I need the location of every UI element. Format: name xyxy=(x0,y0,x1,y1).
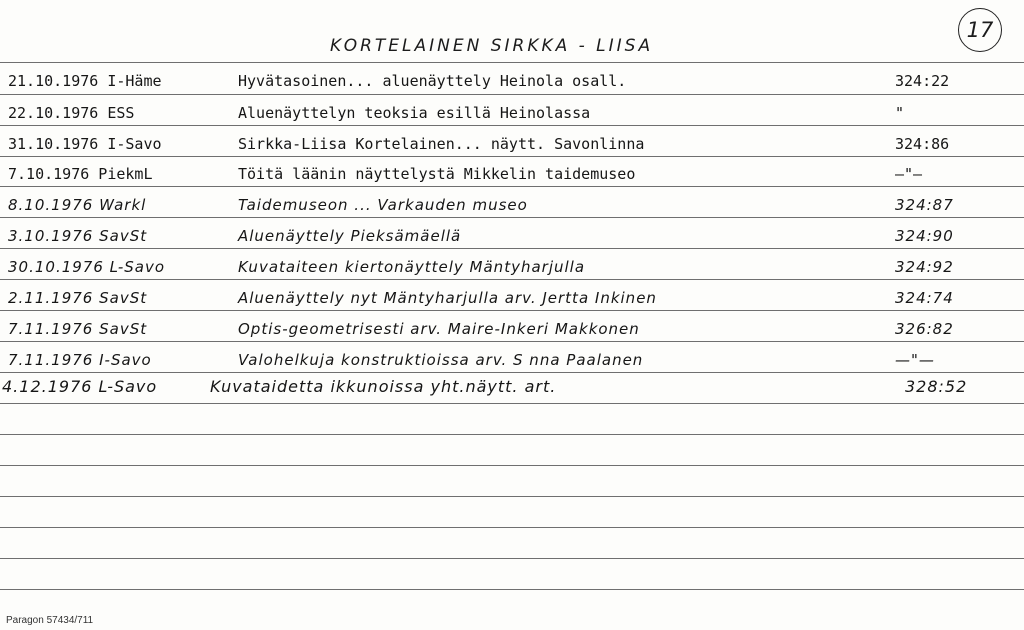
entry-date-source: 21.10.1976 I-Häme xyxy=(8,72,162,90)
page-number: 17 xyxy=(966,18,994,42)
entry-date-source: 3.10.1976 SavSt xyxy=(8,227,148,245)
ruled-line xyxy=(0,589,1024,590)
entry-text: Taidemuseon ... Varkauden museo xyxy=(238,196,528,214)
entry-date-source: 7.11.1976 SavSt xyxy=(8,320,148,338)
ruled-line xyxy=(0,434,1024,435)
card-heading-name: KORTELAINEN SIRKKA - LIISA xyxy=(330,36,654,56)
entry-reference: 324:86 xyxy=(895,135,950,153)
ruled-line xyxy=(0,527,1024,528)
entry-row xyxy=(0,310,1024,342)
entry-row xyxy=(0,279,1024,311)
entry-reference: 324:90 xyxy=(895,227,954,245)
entry-reference: 324:87 xyxy=(895,196,954,214)
entry-text: Sirkka-Liisa Kortelainen... näytt. Savonlinna xyxy=(238,135,645,153)
entry-reference: 326:82 xyxy=(895,320,954,338)
entry-text: Hyvätasoinen... aluenäyttely Heinola osall. xyxy=(238,72,627,90)
entry-reference: 324:92 xyxy=(895,258,954,276)
entry-row xyxy=(0,94,1024,126)
ruled-line xyxy=(0,465,1024,466)
ruled-line xyxy=(0,496,1024,497)
entry-text: Optis-geometrisesti arv. Maire-Inkeri Makkonen xyxy=(238,320,640,338)
entry-row xyxy=(0,368,1024,400)
entry-date-source: 8.10.1976 Warkl xyxy=(8,196,147,214)
entry-date-source: 30.10.1976 L-Savo xyxy=(8,258,166,276)
entry-row xyxy=(0,125,1024,157)
entry-text: Aluenäyttely nyt Mäntyharjulla arv. Jertta Inkinen xyxy=(238,289,657,307)
entry-date-source: 22.10.1976 ESS xyxy=(8,104,135,122)
entry-date-source: 4.12.1976 L-Savo xyxy=(2,377,158,396)
entry-text: Kuvataiteen kiertonäyttely Mäntyharjulla xyxy=(238,258,586,276)
entry-reference: 324:74 xyxy=(895,289,954,307)
entry-reference: 328:52 xyxy=(905,377,968,396)
entry-reference: —"— xyxy=(895,165,923,183)
entry-reference: " xyxy=(895,104,905,122)
entry-row xyxy=(0,155,1024,187)
entry-row xyxy=(0,248,1024,280)
entry-text: Kuvataidetta ikkunoissa yht.näytt. art. xyxy=(210,377,557,396)
entry-text: Valohelkuja konstruktioissa arv. S nna Paalanen xyxy=(238,351,644,369)
entry-text: Aluenäyttelyn teoksia esillä Heinolassa xyxy=(238,104,591,122)
entry-reference: —"— xyxy=(895,351,935,369)
page-number-circle xyxy=(958,8,1002,52)
entry-text: Töitä läänin näyttelystä Mikkelin taidemuseo xyxy=(238,165,636,183)
entry-date-source: 7.11.1976 I-Savo xyxy=(8,351,152,369)
entry-row xyxy=(0,217,1024,249)
entry-date-source: 7.10.1976 PiekmL xyxy=(8,165,153,183)
ruled-line xyxy=(0,403,1024,404)
printer-mark: Paragon 57434/711 xyxy=(6,615,94,626)
entry-row xyxy=(0,186,1024,218)
entry-row xyxy=(0,62,1024,94)
ruled-line xyxy=(0,558,1024,559)
entry-text: Aluenäyttely Pieksämäellä xyxy=(238,227,462,245)
entry-date-source: 2.11.1976 SavSt xyxy=(8,289,148,307)
entry-date-source: 31.10.1976 I-Savo xyxy=(8,135,162,153)
entry-reference: 324:22 xyxy=(895,72,950,90)
